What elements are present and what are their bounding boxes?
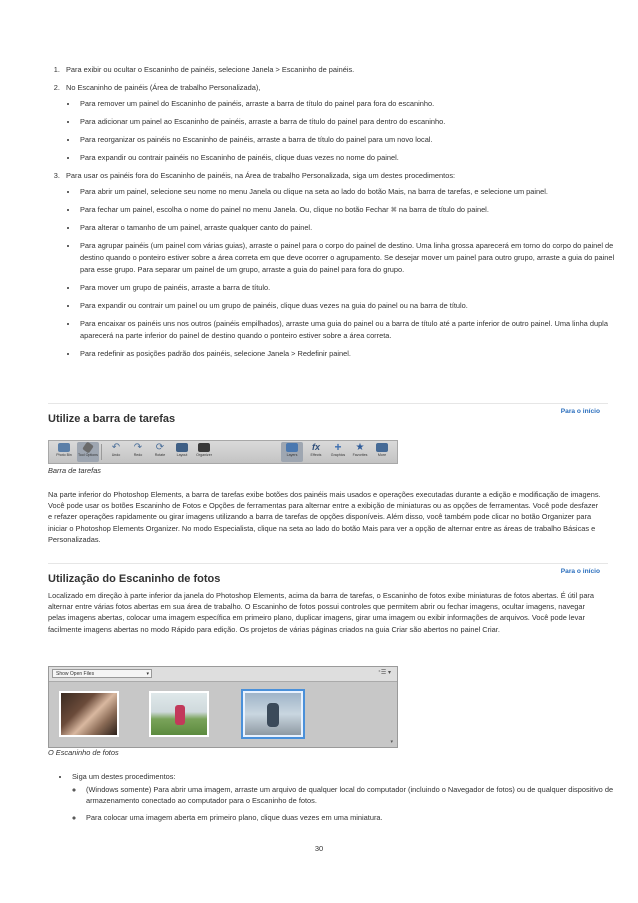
page-number: 30 (314, 844, 324, 853)
section1-paragraph: Na parte inferior do Photoshop Elements, a barra de tarefas exibe botões dos painéis mais usados e operações executadas durante a edição e modificação de imagens. Você pode usar os botões Escaninho de Fotos e Opções de ferramentas para alternar entre a exibição de miniaturas ou as opções de ferramentas. Você pode desfazer e refazer operações rapidamente ou girar imagens utilizando a barra de tarefas de opções disponíveis. Além disso, você também pode clicar no botão Organizer para iniciar o Photoshop Elements Organizer. No modo Especialista, clique na seta ao lado do botão Mais para ver a opção de alternar entre as áreas de trabalho Básicas e Personalizadas. (48, 490, 601, 544)
layers-label: Layers (286, 453, 298, 457)
show-files-select-value: Show Open Files (56, 671, 95, 677)
show-files-select[interactable] (52, 669, 152, 678)
layout-icon (176, 443, 188, 452)
layers-icon (286, 443, 298, 452)
step-1 (62, 64, 622, 76)
procedures-intro: Siga um destes procedimentos: (72, 772, 176, 781)
list-item: • Para remover um painel do Escaninho de painéis, arraste a barra de título do painel para fora do escaninho. (78, 98, 622, 110)
more-button[interactable] (371, 442, 393, 462)
photo-thumbnail[interactable] (149, 691, 209, 737)
layout-button[interactable] (171, 442, 193, 462)
section1-title: Utilize a barra de tarefas (48, 413, 176, 425)
photo-bin-button[interactable] (53, 442, 75, 462)
step-2-sublist (66, 98, 622, 164)
close-item-after: na barra de título do painel. (398, 205, 489, 214)
close-item-before: Para fechar um painel, escolha o nome do painel no menu Janela. Ou, clique no botão Fechar (80, 205, 389, 214)
list-item: • Para expandir ou contrair um painel ou um grupo de painéis, clique duas vezes na guia do painel ou na barra de título. (78, 300, 622, 312)
section2-paragraph: Localizado em direção à parte inferior da janela do Photoshop Elements, acima da barra de tarefas, o Escaninho de fotos exibe miniaturas de fotos abertas. É útil para alternar entre várias fotos abertas em sua área de trabalho. O Escaninho de fotos possui controles que permitem abrir ou fechar imagens, ocultar imagens, navegar pelas imagens abertas, colocar uma imagem específica em primeiro plano, duplicar imagens, girar uma imagem ou exibir informações de arquivos. Você pode levar facilmente imagens abertas no modo Rápido para edição. Os projetos de várias páginas criados na guia Criar são abertos no painel Criar. (48, 591, 594, 634)
graphics-button[interactable] (327, 442, 349, 462)
organizer-icon (198, 443, 210, 452)
effects-icon: fx (311, 442, 320, 452)
procedures-sublist (72, 784, 618, 824)
procedures-list (58, 771, 618, 828)
more-icon (376, 443, 388, 452)
section-divider (48, 403, 608, 404)
list-item: • Para redefinir as posições padrão dos painéis, selecione Janela > Redefinir painel. (78, 348, 622, 360)
layers-button[interactable] (281, 442, 303, 462)
chevron-down-icon: ▾ (146, 671, 149, 677)
step-1-text: Para exibir ou ocultar o Escaninho de painéis, selecione Janela > Escaninho de painéis. (66, 65, 355, 74)
list-item: • Para encaixar os painéis uns nos outros (painéis empilhados), arraste uma guia do painel ou a barra de título até a parte inferior de outro painel. Uma linha dupla aparecerá na parte inferior do painel de destino quando o ponteiro estiver sobre a área correta. (78, 318, 622, 342)
photo-thumbnail-selected[interactable] (243, 691, 303, 737)
child-figure (175, 705, 185, 725)
graphics-label: Graphics (330, 453, 346, 457)
list-item: ◦ Para colocar uma imagem aberta em primeiro plano, clique duas vezes em uma miniatura. (84, 812, 618, 824)
step-2-text: No Escaninho de painéis (Área de trabalho Personalizada), (66, 83, 261, 92)
tool-options-button[interactable] (77, 442, 99, 462)
effects-label: Effects (310, 453, 322, 457)
effects-button[interactable] (305, 442, 327, 462)
organizer-button[interactable] (193, 442, 215, 462)
top-link-section1[interactable]: Para o início (560, 408, 600, 415)
list-item: • Para mover um grupo de painéis, arraste a barra de título. (78, 282, 622, 294)
photo-thumbnail[interactable] (59, 691, 119, 737)
photo-bin-header (49, 667, 397, 682)
taskbar-caption: Barra de tarefas (48, 466, 101, 475)
graphics-icon: + (334, 440, 342, 454)
tool-options-icon (82, 442, 94, 454)
top-link-section2[interactable]: Para o início (560, 568, 600, 575)
bin-menu-icon[interactable]: ⁺☰ ▾ (377, 670, 391, 676)
list-item: ◦ (Windows somente) Para abrir uma imagem, arraste um arquivo de qualquer local do computador (incluindo o Navegador de fotos) ou de qualquer dispositivo de armazenamento conectado ao computador para o Escaninho de fotos. (84, 784, 618, 807)
undo-icon: ↶ (111, 442, 121, 453)
step-3 (62, 170, 622, 360)
taskbar-image (48, 440, 398, 464)
undo-label: Undo (111, 453, 121, 457)
section2-title: Utilização do Escaninho de fotos (48, 573, 221, 585)
rotate-icon: ⟳ (155, 442, 165, 453)
list-item: • Para agrupar painéis (um painel com várias guias), arraste o painel para o corpo do painel de destino. Uma linha grossa aparecerá em torno do corpo do painel de destino quando o ponteiro estiver sobre a área correta em que deve ocorrer o agrupamento. Se desejar mover um painel para outro grupo, arraste a guia do painel para esse grupo. Para separar um painel de um grupo, arraste a guia do painel para fora do grupo. (78, 240, 622, 276)
photo-bin-image (48, 666, 398, 748)
favorites-label: Favorites (352, 453, 368, 457)
list-item: • Para expandir ou contrair painéis no Escaninho de painéis, clique duas vezes no nome do painel. (78, 152, 622, 164)
layout-label: Layout (176, 453, 188, 457)
step-2 (62, 82, 622, 164)
list-item: • Para abrir um painel, selecione seu nome no menu Janela ou clique na seta ao lado do botão Mais, na barra de tarefas, e selecione um painel. (78, 186, 622, 198)
child-figure (267, 703, 279, 727)
photo-bin-caption: O Escaninho de fotos (48, 748, 119, 757)
tool-options-label: Tool Options (78, 453, 98, 457)
scroll-chevron-icon[interactable]: ▾ (390, 739, 393, 745)
list-item: • Para adicionar um painel ao Escaninho de painéis, arraste a barra de título do painel para dentro do escaninho. (78, 116, 622, 128)
taskbar-separator (101, 444, 102, 460)
list-item: • Para reorganizar os painéis no Escaninho de painéis, arraste a barra de título do painel para um novo local. (78, 134, 622, 146)
rotate-button[interactable] (149, 442, 171, 462)
photo-bin-label: Photo Bin (56, 453, 72, 457)
section-divider (48, 563, 608, 564)
step-3-sublist (66, 186, 622, 360)
favorites-button[interactable] (349, 442, 371, 462)
favorites-icon: ★ (355, 442, 365, 453)
organizer-label: Organizer (196, 453, 212, 457)
undo-button[interactable] (105, 442, 127, 462)
redo-label: Redo (133, 453, 143, 457)
procedures-intro-item (70, 771, 618, 823)
list-item-close-panel (78, 204, 622, 216)
rotate-label: Rotate (154, 453, 166, 457)
steps-list (44, 64, 622, 366)
redo-icon: ↷ (133, 442, 143, 453)
more-label: More (377, 453, 387, 457)
list-item: • Para alterar o tamanho de um painel, arraste qualquer canto do painel. (78, 222, 622, 234)
step-3-text: Para usar os painéis fora do Escaninho de painéis, na Área de trabalho Personalizada, siga um destes procedimentos: (66, 171, 456, 180)
redo-button[interactable] (127, 442, 149, 462)
close-icon: ✖ (390, 205, 397, 214)
photo-bin-icon (58, 443, 70, 452)
